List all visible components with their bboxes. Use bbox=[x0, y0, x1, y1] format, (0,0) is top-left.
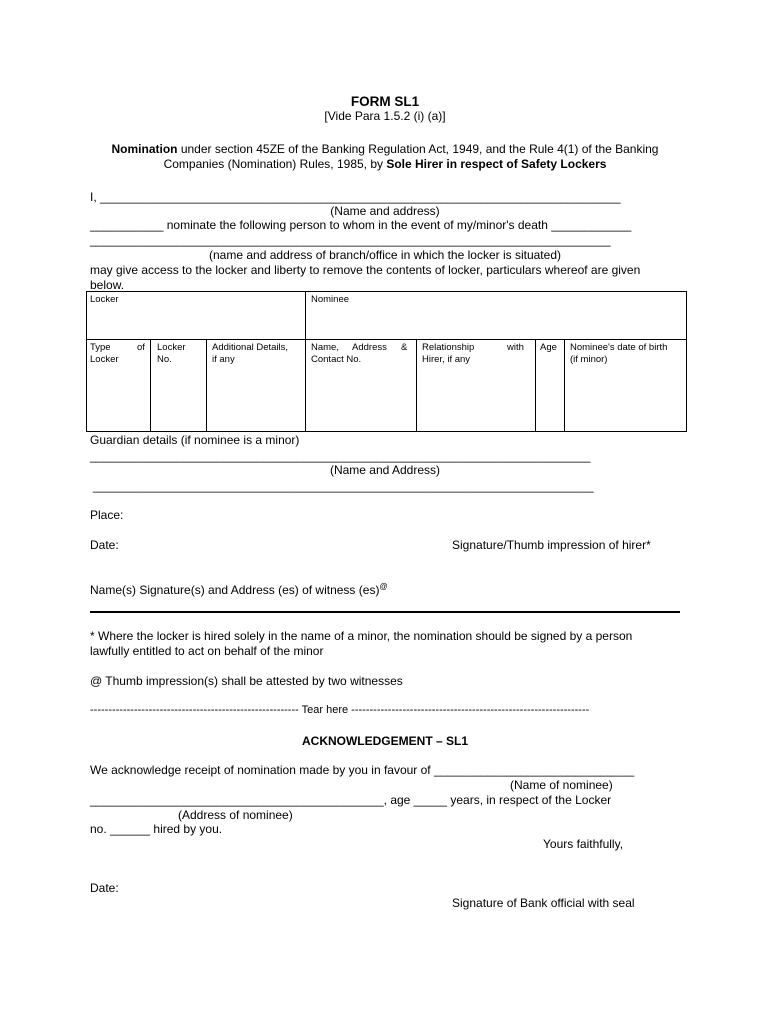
col-type-a: Type bbox=[90, 342, 111, 353]
col-relationship-b: with bbox=[507, 342, 524, 353]
horizontal-rule bbox=[90, 611, 680, 613]
ack-line1[interactable]: We acknowledge receipt of nomination made by you in favour of ______________________________ bbox=[90, 763, 635, 777]
nominate-line[interactable]: ___________ nominate the following person to whom in the event of my/minor's death ____________ bbox=[90, 218, 632, 232]
col-name-d: Contact No. bbox=[311, 354, 362, 365]
col-additional-a: Additional Details, bbox=[212, 342, 289, 353]
guardian-name-address-label: (Name and Address) bbox=[329, 463, 441, 477]
col-additional-b: if any bbox=[212, 354, 235, 365]
nomination-heading-line2 bbox=[0, 157, 770, 171]
col-relationship-c: Hirer, if any bbox=[422, 354, 471, 365]
access-line1: may give access to the locker and liberty to remove the contents of locker, particulars whereof are given bbox=[90, 263, 641, 277]
col-name-c: & bbox=[401, 342, 408, 353]
nominee-header: Nominee bbox=[311, 294, 350, 305]
table-col-divider bbox=[535, 339, 536, 431]
guardian-line2[interactable]: ___________________________________________________________________________ bbox=[93, 479, 594, 493]
col-dob-b: (if minor) bbox=[570, 354, 608, 365]
nomination-heading-line1 bbox=[0, 142, 770, 156]
col-type-b: of bbox=[137, 342, 145, 353]
table-col-divider bbox=[564, 339, 565, 431]
guardian-label: Guardian details (if nominee is a minor) bbox=[90, 433, 300, 447]
locker-nominee-table bbox=[86, 291, 687, 432]
note1-line2: lawfully entitled to act on behalf of the minor bbox=[90, 644, 324, 658]
nomination-rest: under section 45ZE of the Banking Regulation Act, 1949, and the Rule 4(1) of the Banking bbox=[177, 142, 659, 156]
table-col-divider bbox=[206, 339, 207, 431]
companies-text: Companies (Nomination) Rules, 1985, by bbox=[163, 157, 387, 171]
table-col-divider bbox=[416, 339, 417, 431]
name-address-label: (Name and address) bbox=[330, 204, 440, 218]
ack-date-label: Date: bbox=[90, 881, 119, 895]
place-label: Place: bbox=[90, 508, 124, 522]
hirer-signature-label: Signature/Thumb impression of hirer* bbox=[452, 538, 651, 552]
tear-here-line: --------------------------------------------------------- Tear here ----------------------------------------------------------------- bbox=[90, 704, 590, 716]
form-title: FORM SL1 bbox=[350, 94, 420, 109]
col-name-a: Name, bbox=[311, 342, 339, 353]
address-of-nominee-label: (Address of nominee) bbox=[178, 808, 293, 822]
ack-line2[interactable]: ____________________________________________, age _____ years, in respect of the Locker bbox=[90, 793, 612, 807]
locker-header: Locker bbox=[90, 294, 119, 305]
col-name-b: Address bbox=[352, 342, 387, 353]
date-label: Date: bbox=[90, 538, 119, 552]
blank-line[interactable]: ______________________________________________________________________________ bbox=[90, 233, 611, 247]
witness-label bbox=[90, 582, 388, 597]
col-relationship-a: Relationship bbox=[422, 342, 475, 353]
bank-official-signature-label: Signature of Bank official with seal bbox=[452, 896, 635, 910]
col-locker-no-b: No. bbox=[157, 354, 172, 365]
witness-superscript: @ bbox=[379, 582, 388, 591]
name-of-nominee-label: (Name of nominee) bbox=[510, 778, 613, 792]
col-locker-no-a: Locker bbox=[157, 342, 186, 353]
note2: @ Thumb impression(s) shall be attested by two witnesses bbox=[90, 674, 403, 688]
col-type-c: Locker bbox=[90, 354, 119, 365]
table-col-divider bbox=[150, 339, 151, 431]
table-col-divider-main bbox=[305, 292, 306, 431]
i-line[interactable]: I, ______________________________________________________________________________ bbox=[90, 190, 621, 204]
col-dob-a: Nominee's date of birth bbox=[570, 342, 668, 353]
guardian-line1[interactable]: ___________________________________________________________________________ bbox=[90, 449, 591, 463]
acknowledgement-title: ACKNOWLEDGEMENT – SL1 bbox=[301, 734, 468, 748]
yours-faithfully: Yours faithfully, bbox=[543, 837, 624, 851]
nomination-bold: Nomination bbox=[111, 142, 178, 156]
branch-address-label: (name and address of branch/office in which the locker is situated) bbox=[209, 248, 561, 262]
note1-line1: * Where the locker is hired solely in the name of a minor, the nomination should be signed by a person bbox=[90, 629, 633, 643]
witness-text: Name(s) Signature(s) and Address (es) of witness (es) bbox=[90, 583, 380, 597]
col-age: Age bbox=[540, 342, 557, 353]
table-row-divider bbox=[87, 339, 686, 340]
access-line2: below. bbox=[90, 278, 125, 292]
ack-line3[interactable]: no. ______ hired by you. bbox=[90, 822, 223, 836]
vide-para: [Vide Para 1.5.2 (i) (a)] bbox=[324, 109, 446, 123]
sole-hirer-bold: Sole Hirer in respect of Safety Lockers bbox=[386, 157, 607, 171]
